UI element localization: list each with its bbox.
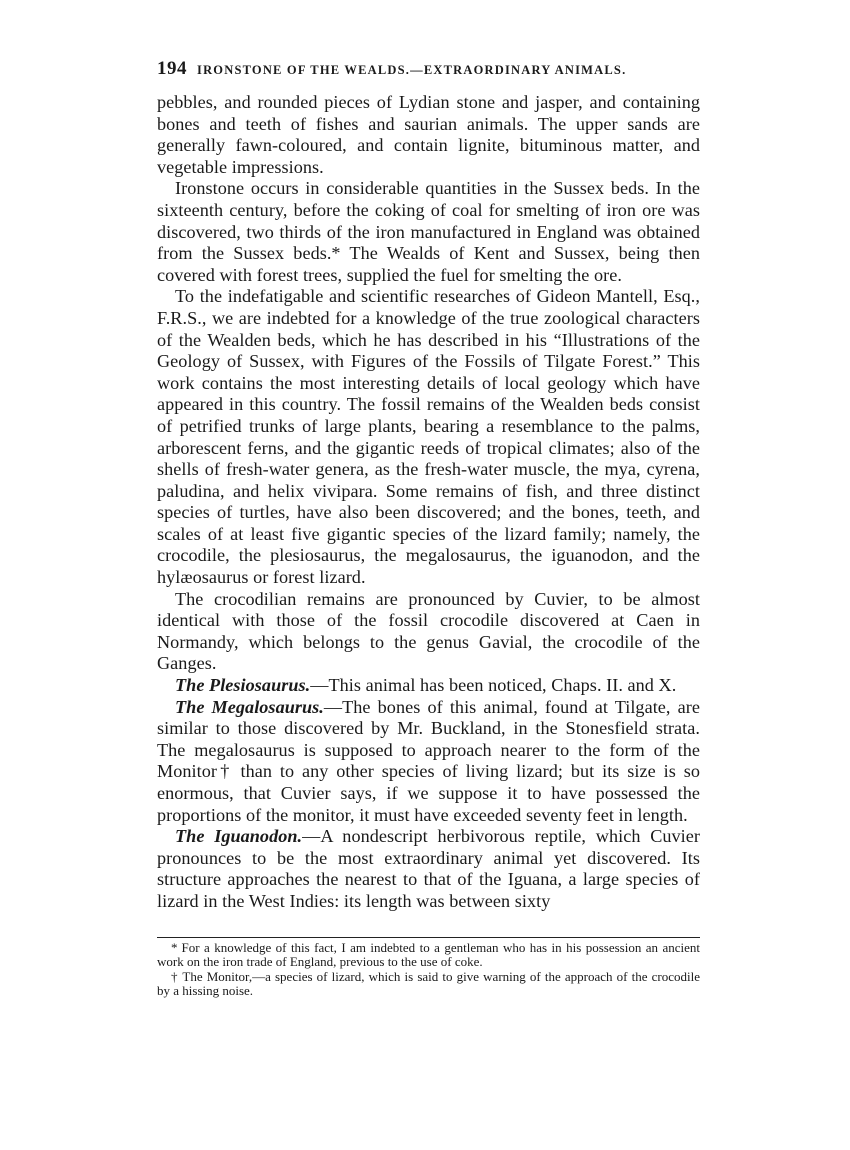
section-lead: The Plesiosaurus. xyxy=(175,675,311,696)
footnote-text: For a knowledge of this fact, I am indebted to a gentleman who has in his possession an ancient work on the iron trade of England, previous to the use of coke. xyxy=(157,939,700,970)
footnote-rule xyxy=(157,937,700,938)
paragraph xyxy=(157,589,700,675)
footnote-marker: † xyxy=(171,968,179,984)
paragraph-text: To the indefatigable and scientific researches of Gideon Mantell, Esq., F.R.S., we are indebted for a knowledge of the true zoological characters of the Wealden beds, which he has described in his “Illustrations of the Geology of Sussex, with Figures of the Fossils of Tilgate Forest.” This work contains the most interesting details of local geology which have appeared in this country. The fossil remains of the Wealden beds consist of petrified trunks of large plants, bearing a resemblance to the palms, arborescent ferns, and the gigantic reeds of tropical climates; also of the shells of fresh-water genera, as the fresh-water muscle, the mya, cyrena, paludina, and helix vivipara. Some remains of fish, and three distinct species of turtles, have also been discovered; and the bones, teeth, and scales of at least five gigantic species of the lizard family; namely, the crocodile, the plesiosaurus, the megalosaurus, the iguanodon, and the hylæosaurus or forest lizard. xyxy=(157,286,700,588)
footnote xyxy=(157,941,700,970)
paragraph xyxy=(157,286,700,588)
paragraph xyxy=(157,178,700,286)
section-lead: The Iguanodon. xyxy=(175,826,303,847)
paragraph-text: Ironstone occurs in considerable quantities in the Sussex beds. In the sixteenth century, before the coking of coal for smelting of iron ore was discovered, two thirds of the iron manufactured in England was obtained from the Sussex beds.* The Wealds of Kent and Sussex, being then covered with forest trees, supplied the fuel for smelting the ore. xyxy=(157,178,700,285)
paragraph-text: —This animal has been noticed, Chaps. II. and X. xyxy=(310,675,677,696)
footnote xyxy=(157,970,700,999)
paragraph-text: —A nondescript herbivorous reptile, which Cuvier pronounces to be the most extraordinary animal yet discovered. Its structure approaches the nearest to that of the Iguana, a large species of lizard in the West Indies: its length was between sixty xyxy=(157,826,701,911)
page-header xyxy=(157,58,700,92)
paragraph-text: —The bones of this animal, found at Tilgate, are similar to those discovered by Mr. Buckland, in the Stonesfield strata. The megalosaurus is supposed to approach nearer to the form of the Monitor† than to any other species of living lizard; but its size is so enormous, that Cuvier says, if we suppose it to have possessed the proportions of the monitor, it must have exceeded seventy feet in length. xyxy=(157,696,700,825)
book-page xyxy=(157,58,700,999)
page-number: 194 xyxy=(157,58,187,79)
paragraph-text: pebbles, and rounded pieces of Lydian stone and jasper, and containing bones and teeth of fishes and saurian animals. The upper sands are generally fawn-coloured, and contain lignite, bituminous matter, and vegetable impressions. xyxy=(157,92,700,177)
paragraph xyxy=(157,697,700,827)
section-lead: The Megalosaurus. xyxy=(175,696,324,717)
running-title: IRONSTONE OF THE WEALDS.—EXTRAORDINARY ANIMALS. xyxy=(197,63,627,77)
paragraph xyxy=(157,826,700,912)
footnote-text: The Monitor,—a species of lizard, which is said to give warning of the approach of the crocodile by a hissing noise. xyxy=(157,968,700,999)
footnote-marker: * xyxy=(171,939,178,955)
footnotes xyxy=(157,941,700,999)
paragraph xyxy=(157,92,700,178)
paragraph xyxy=(157,675,700,697)
body-text xyxy=(157,92,700,913)
paragraph-text: The crocodilian remains are pronounced by Cuvier, to be almost identical with those of the fossil crocodile discovered at Caen in Normandy, which belongs to the genus Gavial, the crocodile of the Ganges. xyxy=(157,588,700,674)
